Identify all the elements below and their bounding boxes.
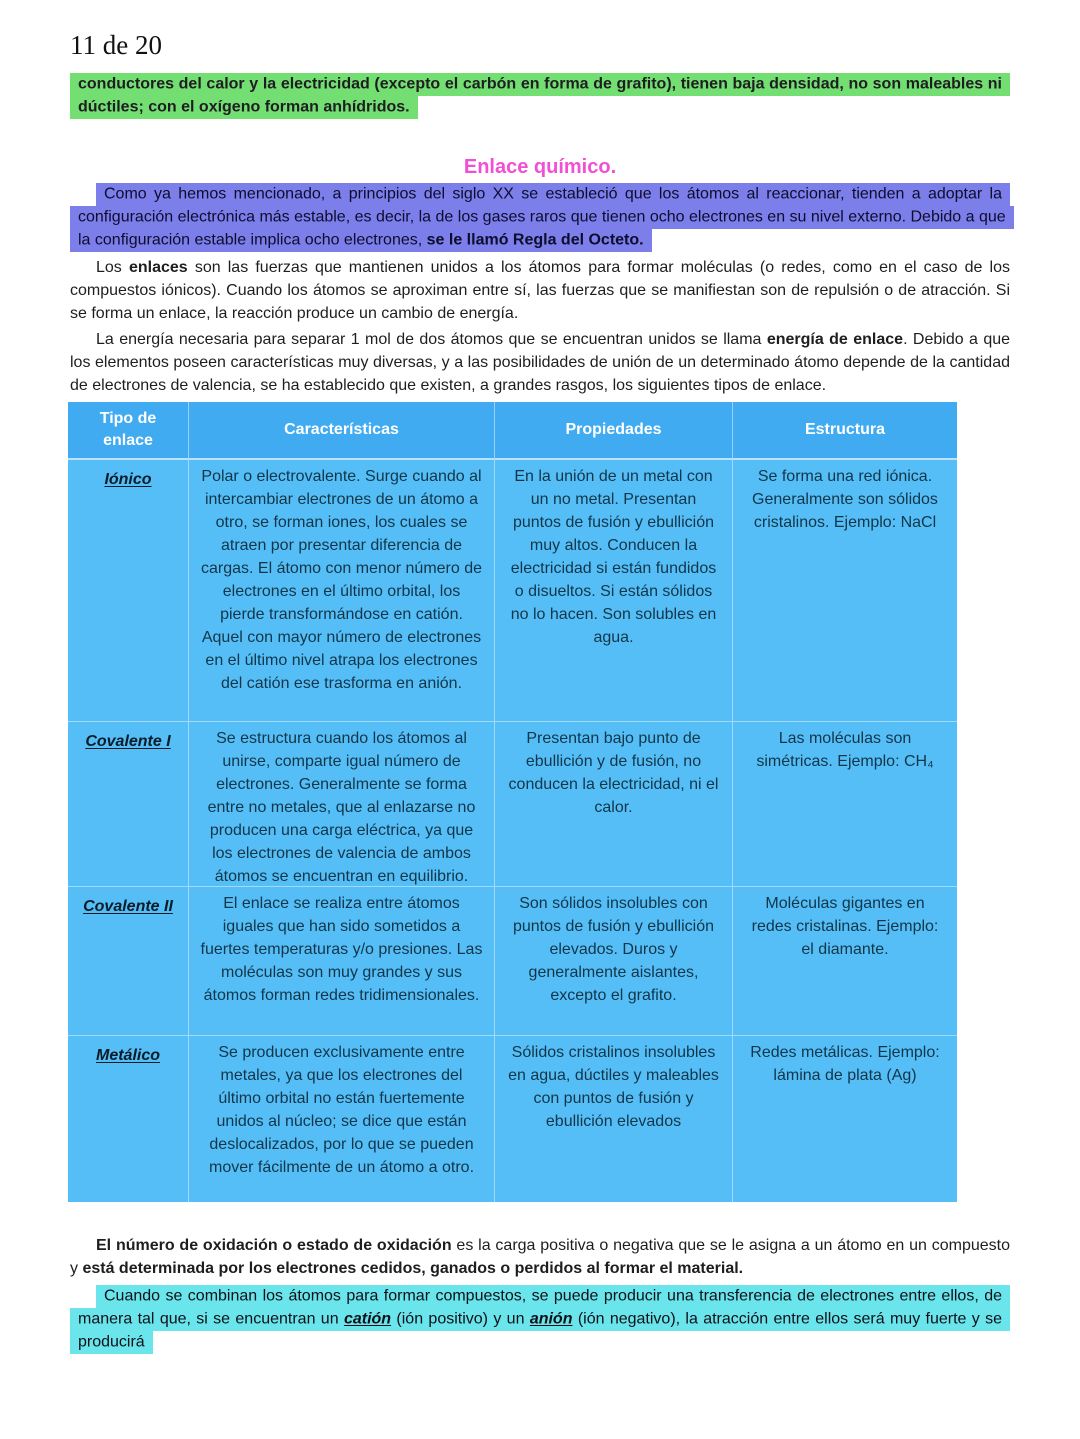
table-cell-covalente-2-propiedades: Son sólidos insolubles con puntos de fusión y ebullición elevados. Duros y generalmente aislantes, excepto el grafito. — [495, 887, 733, 1036]
purple-highlight — [70, 183, 1014, 252]
table-cell-metalico-estructura: Redes metálicas. Ejemplo: lámina de plata (Ag) — [733, 1036, 957, 1202]
metals-properties-paragraph — [70, 72, 1010, 118]
bonds-post-text: son las fuerzas que mantienen unidos a los átomos para formar moléculas (o redes, como en el caso de los compuestos iónicos). Cuando los átomos se aproximan entre sí, las fuerzas que se manifiestan son de repulsión o de atracción. Si se forma un enlace, la reacción produce un cambio de energía. — [70, 259, 1011, 322]
bond-energy-term: energía de enlace — [766, 331, 904, 348]
table-header-propiedades: Propiedades — [495, 402, 733, 460]
bonds-definition-paragraph — [70, 256, 1010, 325]
transfer-text-3: (ión negativo), la atracción entre ellos será muy fuerte y se producirá — [78, 1310, 1003, 1350]
table-row-covalente-1-label: Covalente I — [68, 722, 189, 887]
table-cell-metalico-propiedades: Sólidos cristalinos insolubles en agua, dúctiles y maleables con puntos de fusión y ebullición elevados — [495, 1036, 733, 1202]
table-header-caracteristicas: Características — [189, 402, 495, 460]
table-cell-covalente-1-propiedades: Presentan bajo punto de ebullición y de fusión, no conducen la electricidad, ni el calor. — [495, 722, 733, 887]
energy-pre-text: La energía necesaria para separar 1 mol de dos átomos que se encuentran unidos se llama — [96, 331, 767, 348]
oxidation-number-paragraph — [70, 1234, 1010, 1280]
table-header-tipo-de-enlace: Tipo de enlace — [68, 402, 189, 460]
table-cell-covalente-2-caracteristicas: El enlace se realiza entre átomos iguales que han sido sometidos a fuertes temperaturas y/o presiones. Las moléculas son muy grandes y sus átomos forman redes tridimensionales. — [189, 887, 495, 1036]
transfer-text-2: (ión positivo) y un — [391, 1310, 530, 1327]
table-row-covalente-2-label: Covalente II — [68, 887, 189, 1036]
page-number: 11 de 20 — [70, 30, 162, 60]
oxidation-mid-text: es la carga positiva o negativa que se le asigna a un átomo en un compuesto y — [70, 1237, 1011, 1277]
table-row-ionico-label: Iónico — [68, 460, 189, 722]
green-highlight-text: conductores del calor y la electricidad (excepto el carbón en forma de grafito), tienen baja densidad, no son maleables ni dúctiles; con el oxígeno forman anhídridos. — [70, 73, 1010, 119]
table-cell-ionico-caracteristicas: Polar o electrovalente. Surge cuando al intercambiar electrones de un átomo a otro, se forman iones, los cuales se atraen por presentar diferencia de cargas. El átomo con menor número de electrones en el último orbital, los pierde transformándose en catión. Aquel con mayor número de electrones en el último nivel atrapa los electrones del catión ese trasforma en anión. — [189, 460, 495, 722]
electron-transfer-paragraph — [70, 1284, 1010, 1353]
section-title: Enlace químico. — [463, 156, 617, 178]
table-cell-covalente-2-estructura: Moléculas gigantes en redes cristalinas. Ejemplo: el diamante. — [733, 887, 957, 1036]
cyan-highlight — [70, 1285, 1010, 1354]
table-cell-ionico-estructura: Se forma una red iónica. Generalmente son sólidos cristalinos. Ejemplo: NaCl — [733, 460, 957, 722]
octet-rule-bold-text: se le llamó Regla del Octeto. — [426, 231, 644, 248]
table-header-estructura: Estructura — [733, 402, 957, 460]
anion-term: anión — [529, 1310, 573, 1327]
octet-rule-text: Como ya hemos mencionado, a principios del siglo XX se estableció que los átomos al reaccionar, tienden a adoptar la configuración electrónica más estable, es decir, la de los gases raros que tienen ocho electrones en su nivel externo. Debido a que la configuración estable implica ocho electrones, — [78, 185, 1006, 248]
table-cell-covalente-1-estructura: Las moléculas son simétricas. Ejemplo: CH₄ — [733, 722, 957, 887]
bond-energy-paragraph — [70, 328, 1010, 397]
cation-term: catión — [343, 1310, 392, 1327]
table-cell-covalente-1-caracteristicas: Se estructura cuando los átomos al unirse, comparte igual número de electrones. Generalmente se forma entre no metales, que al enlazarse no producen una carga eléctrica, ya que los electrones de valencia de ambos átomos se encuentran en equilibrio. — [189, 722, 495, 887]
transfer-text-1: Cuando se combinan los átomos para formar compuestos, se puede producir una transferencia de electrones entre ellos, de manera tal que, si se encuentran un — [78, 1287, 1002, 1327]
octet-rule-paragraph — [70, 182, 1010, 251]
bond-types-table — [68, 402, 957, 1202]
oxidation-tail-bold: está determinada por los electrones cedidos, ganados o perdidos al formar el material. — [82, 1260, 744, 1277]
table-cell-metalico-caracteristicas: Se producen exclusivamente entre metales, ya que los electrones del último orbital no están fuertemente unidos al núcleo; se dice que están deslocalizados, por lo que se pueden mover fácilmente de un átomo a otro. — [189, 1036, 495, 1202]
table-cell-ionico-propiedades: En la unión de un metal con un no metal. Presentan puntos de fusión y ebullición muy altos. Conducen la electricidad si están fundidos o disueltos. Si están sólidos no lo hacen. Son solubles en agua. — [495, 460, 733, 722]
bonds-pre-text: Los — [96, 259, 129, 276]
oxidation-term-bold: El número de oxidación o estado de oxidación — [96, 1237, 452, 1254]
energy-post-text: . Debido a que los elementos poseen características muy diversas, y a las posibilidades de unión de un determinado átomo depende de la cantidad de electrones de valencia, se ha establecido que existen, a grandes rasgos, los siguientes tipos de enlace. — [70, 331, 1011, 394]
bonds-term: enlaces — [128, 259, 188, 276]
table-row-metalico-label: Metálico — [68, 1036, 189, 1202]
